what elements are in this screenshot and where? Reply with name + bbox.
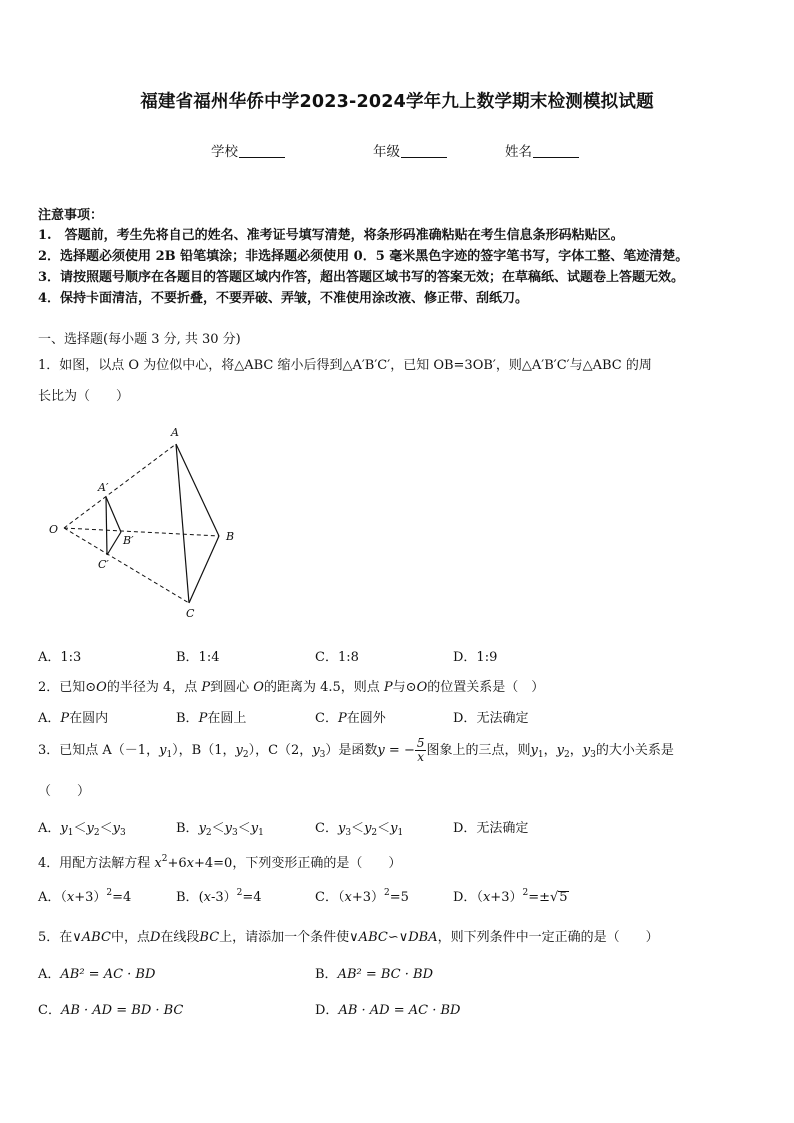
grade-label: 年级 bbox=[373, 144, 400, 160]
q3-option-b[interactable]: B．$y_2<y_3<y_1$ bbox=[176, 821, 264, 838]
school-blank[interactable] bbox=[239, 144, 285, 158]
label-b-prime: B′ bbox=[123, 534, 134, 547]
label-b: B bbox=[226, 530, 235, 543]
q5-option-b[interactable]: B．AB² = BC · BD bbox=[315, 967, 433, 982]
q2-option-c[interactable]: C．P在圆外 bbox=[315, 711, 386, 726]
q3-option-c[interactable]: C．$y_3<y_2<y_1$ bbox=[315, 821, 404, 838]
grade-blank[interactable] bbox=[401, 144, 447, 158]
label-c-prime: C′ bbox=[98, 558, 109, 571]
q5-option-d[interactable]: D．AB · AD = AC · BD bbox=[315, 1003, 461, 1018]
notice-item: 3．请按照题号顺序在各题目的答题区域内作答，超出答题区域书写的答案无效；在草稿纸、试题卷上答题无效。 bbox=[38, 270, 685, 285]
q1-option-c[interactable]: C．1:8 bbox=[315, 650, 359, 665]
name-blank[interactable] bbox=[533, 144, 579, 158]
question-4-text: 4．用配方法解方程 $x^2+6x+4=0$，下列变形正确的是（ ） bbox=[38, 854, 402, 871]
q2-option-d[interactable]: D．无法确定 bbox=[453, 711, 529, 726]
q1-option-a[interactable]: A．1:3 bbox=[38, 650, 82, 665]
q1-option-b[interactable]: B．1:4 bbox=[176, 650, 220, 665]
notice-item: 2．选择题必须使用 2B 铅笔填涂；非选择题必须使用 0．5 毫米黑色字迹的签字笔书写，字体工整、笔迹清楚。 bbox=[38, 249, 689, 264]
question-1-text-cont: 长比为（ ） bbox=[38, 389, 130, 404]
q1-option-d[interactable]: D．1:9 bbox=[453, 650, 498, 665]
q2-option-a[interactable]: A．P在圆内 bbox=[38, 711, 109, 726]
q5-option-a[interactable]: A．AB² = AC · BD bbox=[38, 967, 156, 982]
section-heading: 一、选择题(每小题 3 分, 共 30 分) bbox=[38, 332, 241, 347]
label-a: A bbox=[171, 426, 179, 439]
question-5-text: 5．在∨ABC中，点D在线段BC上，请添加一个条件使∨ABC∽∨DBA，则下列条件中一定正确的是（ ） bbox=[38, 930, 659, 945]
side-b1c1 bbox=[107, 532, 121, 555]
school-field[interactable] bbox=[211, 140, 285, 160]
sqrt-symbol: √ bbox=[550, 890, 559, 905]
label-a-prime: A′ bbox=[98, 481, 109, 494]
side-bc bbox=[189, 536, 219, 603]
name-label: 姓名 bbox=[505, 144, 532, 160]
question-2-text: 2．已知⊙O的半径为 4，点 P到圆心 O的距离为 4.5，则点 P与⊙O的位置关系是（ ） bbox=[38, 680, 545, 695]
exam-title: 福建省福州华侨中学2023-2024学年九上数学期末检测模拟试题 bbox=[140, 92, 654, 112]
dash-oa bbox=[64, 444, 176, 528]
question-3-text: 3．已知点 A（－1，$y_1$），B（1，$y_2$），C（2，$y_3$）是函数y = − $\frac{5}{x}$ 图象上的三点，则$y_1$，$y_2$，$y_3$的大小关系是 bbox=[38, 736, 674, 764]
q4-option-c[interactable]: C．$(x+3)^2=5$ bbox=[315, 888, 409, 905]
label-c: C bbox=[186, 607, 195, 620]
notice-item: 1. 答题前，考生先将自己的姓名、准考证号填写清楚，将条形码准确粘贴在考生信息条形码粘贴区。 bbox=[38, 228, 624, 243]
q4-option-b[interactable]: B．(x-3）$^2$=4 bbox=[176, 888, 262, 905]
grade-field[interactable] bbox=[373, 140, 447, 160]
q2-option-b[interactable]: B．P在圆上 bbox=[176, 711, 247, 726]
dash-ob bbox=[64, 528, 219, 536]
question-3-text-cont: （ ） bbox=[38, 784, 91, 799]
q4-option-a[interactable]: A．$(x+3)^2=4$ bbox=[38, 888, 132, 905]
q3-option-d[interactable]: D．无法确定 bbox=[453, 821, 529, 836]
name-field[interactable] bbox=[505, 140, 579, 160]
question-1-figure bbox=[40, 420, 250, 620]
q5-option-c[interactable]: C．AB · AD = BD · BC bbox=[38, 1003, 184, 1018]
side-a1c1 bbox=[106, 497, 107, 555]
fraction: $\frac{5}{x}$ bbox=[416, 736, 425, 764]
side-a1b1 bbox=[106, 497, 121, 532]
school-label: 学校 bbox=[211, 144, 238, 160]
q3-option-a[interactable]: A．$y_1<y_2<y_3$ bbox=[38, 821, 126, 838]
notice-item: 4．保持卡面清洁，不要折叠，不要弄破、弄皱，不准使用涂改液、修正带、刮纸刀。 bbox=[38, 291, 529, 306]
question-1-text: 1．如图，以点 O 为位似中心，将△ABC 缩小后得到△A′B′C′，已知 OB=3OB′，则△A′B′C′与△ABC 的周 bbox=[38, 358, 652, 373]
label-o: O bbox=[49, 523, 59, 536]
notice-heading: 注意事项： bbox=[38, 208, 104, 223]
q4-option-d[interactable]: D．$(x+3)^2=\pm√5$ bbox=[453, 888, 568, 905]
